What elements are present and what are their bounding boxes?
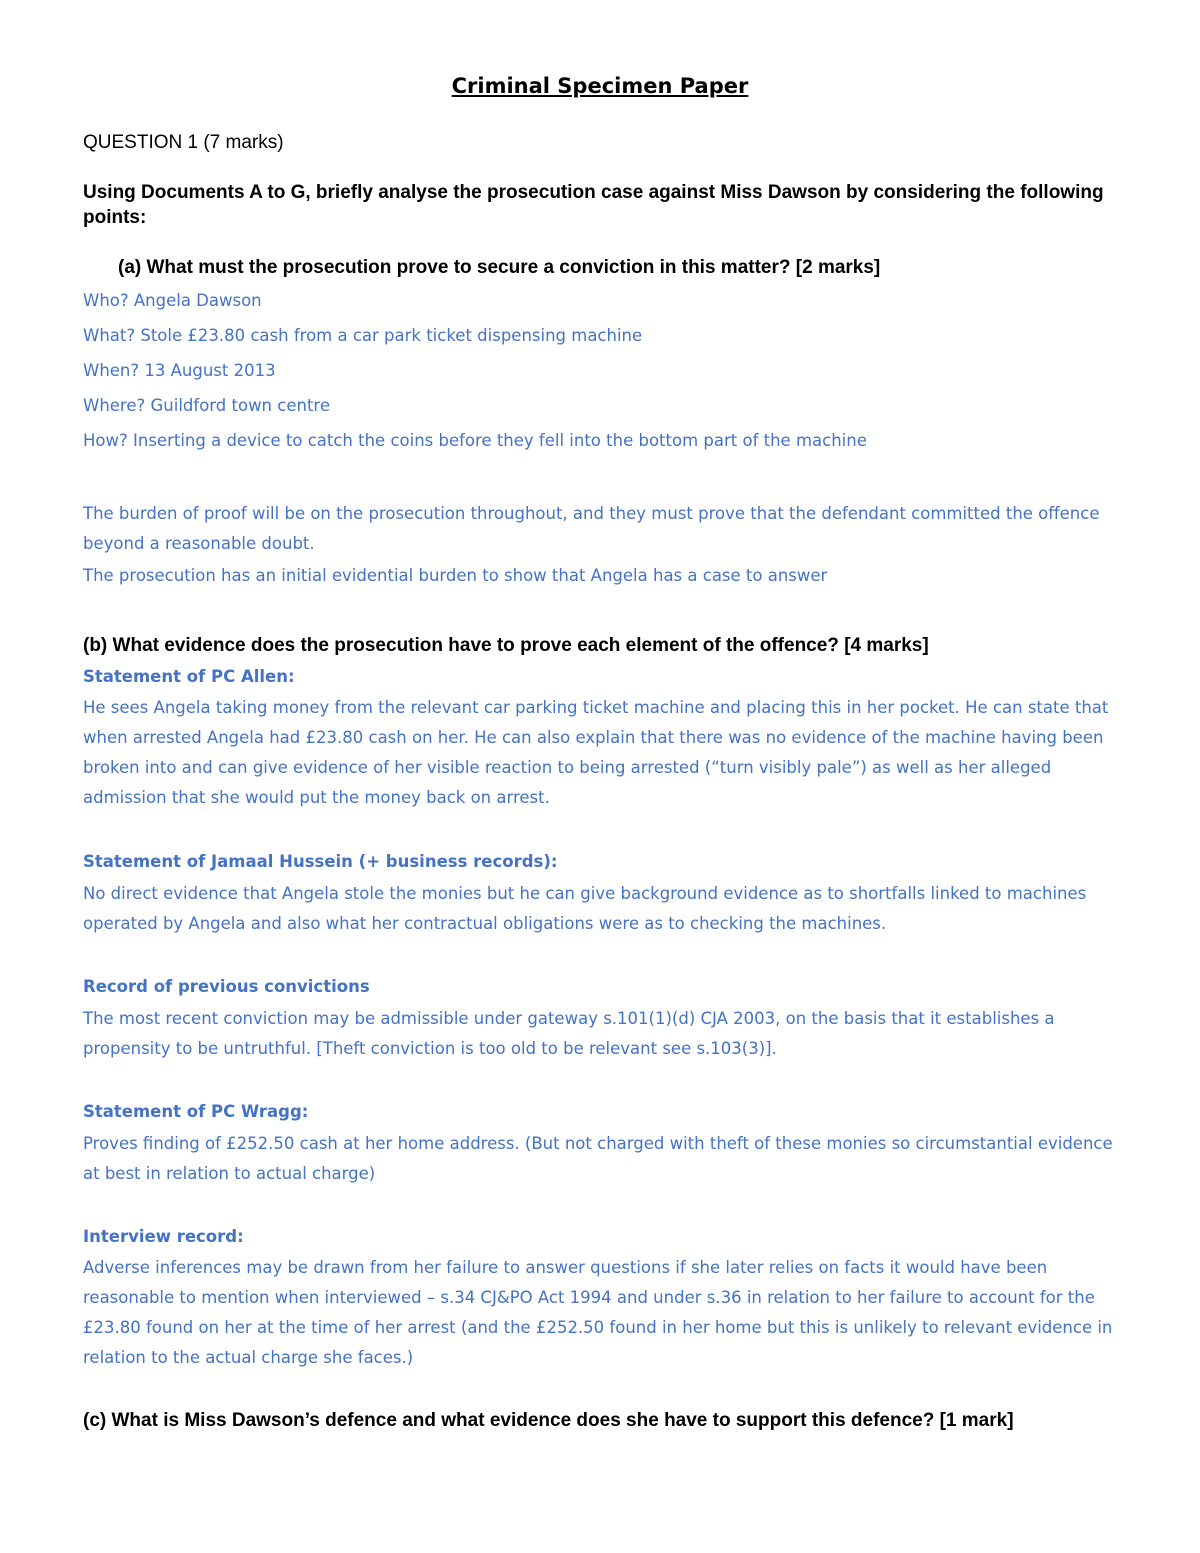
section-body-jamaal-hussein: No direct evidence that Angela stole the monies but he can give background evidence as to shortfalls linked to machines operated by Angela and also what her contractual obligations were as to checking the machines.	[83, 884, 1087, 933]
section-body-interview-record: Adverse inferences may be drawn from her failure to answer questions if she later relies on facts it would have been reasonable to mention when interviewed – s.34 CJ&PO Act 1994 and under s.36 in relation to her failure to account for the £23.80 found on her at the time of her arrest (and the £252.50 found in her home but this is unlikely to relevant evidence in relation to the actual charge she faces.)	[83, 1258, 1113, 1367]
answer-who: Who? Angela Dawson	[83, 291, 262, 310]
page-title: Criminal Specimen Paper	[451, 74, 749, 98]
section-body-pc-allen: He sees Angela taking money from the relevant car parking ticket machine and placing this in her pocket. He can state that when arrested Angela had £23.80 cash on her. He can also explain that there was no evidence of the machine having been broken into and can give evidence of her visible reaction to being arrested (“turn visibly pale”) as well as her alleged admission that she would put the money back on arrest.	[83, 698, 1109, 807]
section-body-pc-wragg: Proves finding of £252.50 cash at her home address. (But not charged with theft of these monies so circumstantial evidence at best in relation to actual charge)	[83, 1134, 1113, 1183]
part-a-question: (a) What must the prosecution prove to secure a conviction in this matter? [2 marks]	[118, 257, 881, 278]
evidential-burden-paragraph: The prosecution has an initial evidential burden to show that Angela has a case to answer	[83, 566, 828, 585]
burden-of-proof-paragraph: The burden of proof will be on the prosecution throughout, and they must prove that the defendant committed the offence beyond a reasonable doubt.	[83, 504, 1100, 553]
answer-when: When? 13 August 2013	[83, 361, 276, 380]
question-instruction: Using Documents A to G, briefly analyse the prosecution case against Miss Dawson by considering the following points:	[83, 182, 1104, 228]
answer-where: Where? Guildford town centre	[83, 396, 330, 415]
answer-what: What? Stole £23.80 cash from a car park ticket dispensing machine	[83, 326, 643, 345]
question-heading: QUESTION 1 (7 marks)	[83, 132, 284, 153]
section-heading-jamaal-hussein: Statement of Jamaal Hussein (+ business records):	[83, 852, 558, 871]
part-c-question: (c) What is Miss Dawson’s defence and what evidence does she have to support this defence? [1 mark]	[83, 1410, 1014, 1431]
section-heading-pc-wragg: Statement of PC Wragg:	[83, 1102, 309, 1121]
section-heading-interview-record: Interview record:	[83, 1227, 244, 1246]
answer-how: How? Inserting a device to catch the coins before they fell into the bottom part of the machine	[83, 431, 867, 450]
section-heading-previous-convictions: Record of previous convictions	[83, 977, 370, 996]
section-body-previous-convictions: The most recent conviction may be admissible under gateway s.101(1)(d) CJA 2003, on the basis that it establishes a propensity to be untruthful. [Theft conviction is too old to be relevant see s.103(3)].	[83, 1009, 1055, 1058]
section-heading-pc-allen: Statement of PC Allen:	[83, 667, 295, 686]
part-b-question: (b) What evidence does the prosecution have to prove each element of the offence? [4 marks]	[83, 635, 929, 656]
